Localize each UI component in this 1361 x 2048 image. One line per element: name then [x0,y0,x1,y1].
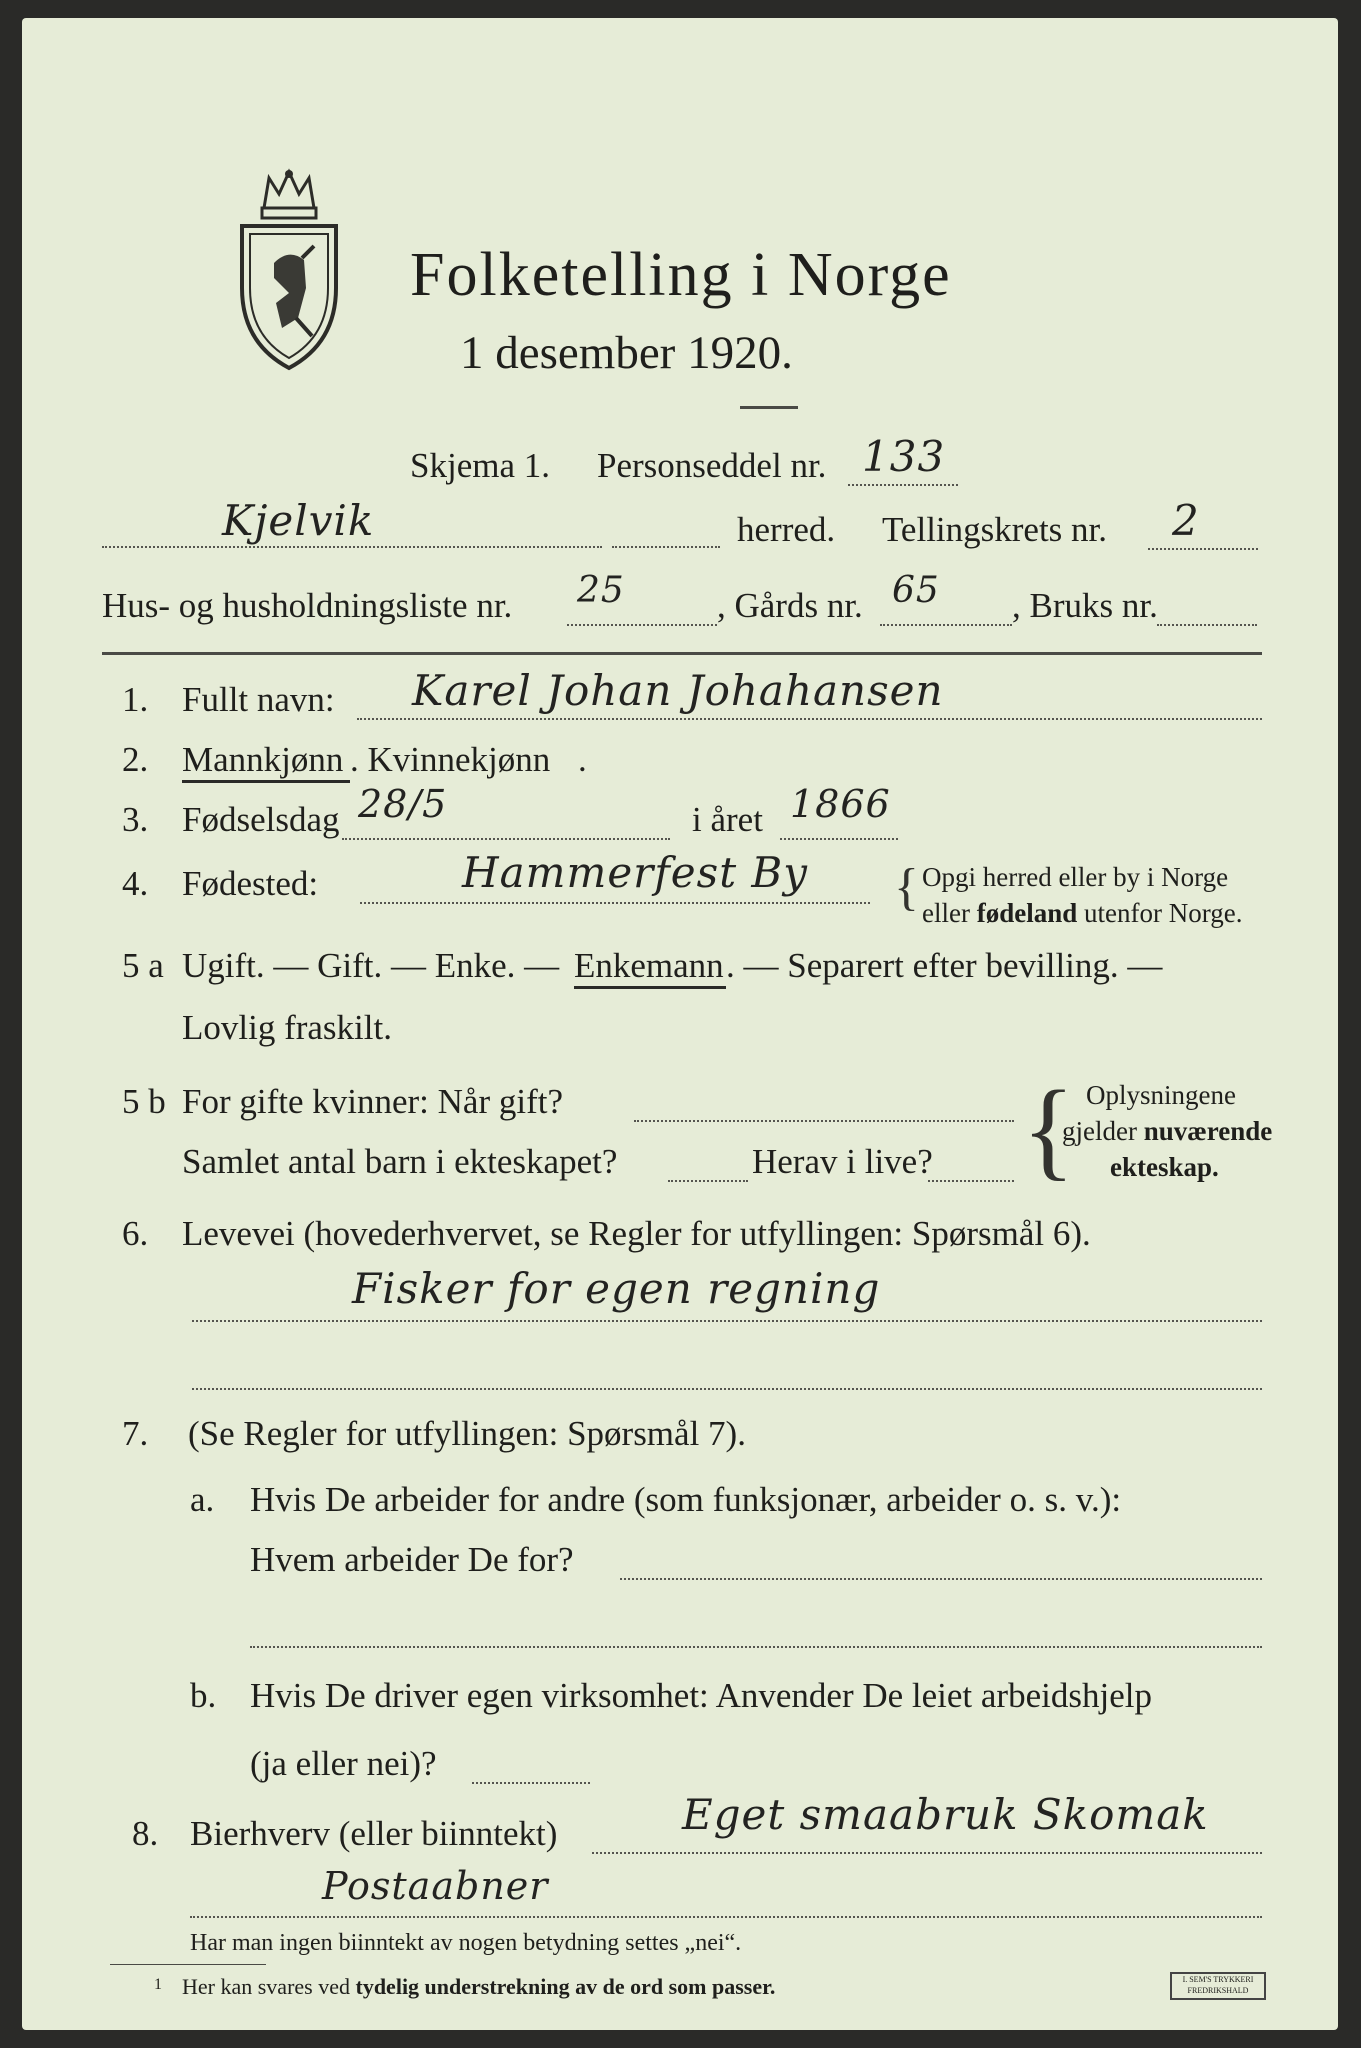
q5b-note-1: Oplysningene [1086,1080,1236,1110]
coat-of-arms-icon [234,168,344,373]
form-date: 1 desember 1920. [460,327,793,379]
tellingskrets-value[interactable]: 2 [1172,496,1200,545]
q6-value[interactable]: Fisker for egen regning [352,1264,881,1313]
q7a-letter: a. [190,1480,215,1519]
q5b-brace: { [1022,1068,1075,1190]
hus-value[interactable]: 25 [577,570,625,611]
q1-number: 1. [122,680,149,719]
q7b-label-2: (ja eller nei)? [250,1744,437,1783]
q3-value[interactable]: 28/5 [358,782,448,826]
q7b-label: Hvis De driver egen virksomhet: Anvender De leiet arbeidshjelp [250,1676,1152,1715]
q2-end: . [578,740,587,779]
header-rule [102,652,1262,655]
q8-number: 8. [132,1814,159,1853]
q8-line-2 [190,1916,1262,1918]
q5a-enkemann-underline [574,986,726,989]
q5a-number: 5 a [122,946,164,985]
q1-value[interactable]: Karel Johan Johahansen [412,666,944,715]
q5a-enkemann-option[interactable]: Enkemann [574,946,724,985]
q4-note-line-2: eller fødeland utenfor Norge. [922,898,1243,928]
tellingskrets-label: Tellingskrets nr. [882,510,1108,549]
personseddel-label: Personseddel nr. [597,446,827,485]
q5b-married-line [634,1120,1014,1122]
census-form-sheet [22,18,1338,2030]
q8-line-1 [592,1852,1262,1854]
q5a-options-3[interactable]: Lovlig fraskilt. [182,1008,392,1047]
q6-number: 6. [122,1214,149,1253]
q5b-married-label: For gifte kvinner: Når gift? [182,1082,564,1121]
q7-number: 7. [122,1414,149,1453]
personseddel-line [848,484,958,486]
herred-value[interactable]: Kjelvik [222,496,375,545]
q4-brace: { [894,859,919,916]
q7a-label: Hvis De arbeider for andre (som funksjonær, arbeider o. s. v.): [250,1480,1122,1519]
q1-label: Fullt navn: [182,680,335,719]
q3-year-value[interactable]: 1866 [790,782,891,826]
q7a-line-1 [620,1578,1262,1580]
q5b-children-label: Samlet antal barn i ekteskapet? [182,1142,618,1181]
q5b-note-3: ekteskap. [1110,1152,1219,1182]
personseddel-value[interactable]: 133 [862,432,946,481]
gards-label: , Gårds nr. [717,586,863,625]
q6-line-2 [192,1388,1262,1390]
q2-male-underline [182,780,350,783]
q7-label: (Se Regler for utfyllingen: Spørsmål 7). [188,1414,746,1453]
q5a-options-1[interactable]: Ugift. — Gift. — Enke. — [182,946,560,985]
bruks-line [1157,624,1257,626]
q5b-alive-line [928,1180,1014,1182]
q4-note-line-1: Opgi herred eller by i Norge [922,862,1229,892]
q2-female-option[interactable]: . Kvinnekjønn [350,740,551,779]
bruks-label: , Bruks nr. [1012,586,1158,625]
form-title: Folketelling i Norge [410,241,952,309]
q3-year-label: i året [692,800,763,839]
q3-line [342,838,670,840]
q5b-number: 5 b [122,1082,166,1121]
skjema-label: Skjema 1. [410,446,550,485]
footer-note: Har man ingen biinntekt av nogen betydning settes „nei“. [190,1930,742,1956]
q4-label: Fødested: [182,864,319,903]
q3-year-line [780,838,898,840]
q4-value[interactable]: Hammerfest By [462,848,809,897]
title-divider [740,406,798,409]
q8-label: Bierhverv (eller biinntekt) [190,1814,558,1853]
gards-line [880,624,1012,626]
footnote-marker: 1 [154,1976,162,1993]
q6-label: Levevei (hovederhvervet, se Regler for utfyllingen: Spørsmål 6). [182,1214,1091,1253]
q3-label: Fødselsdag [182,800,340,839]
herred-line-2 [612,546,720,548]
footnote-text: Her kan svares ved tydelig understrekning av de ord som passer. [182,1974,776,1999]
q5a-options-2[interactable]: . — Separert efter bevilling. — [726,946,1163,985]
q7b-letter: b. [190,1676,217,1715]
q8-value-1[interactable]: Eget smaabruk Skomak [682,1790,1209,1839]
herred-line [102,546,602,548]
q5b-alive-label: Herav i live? [752,1142,933,1181]
printer-stamp: I. SEM'S TRYKKERI FREDRIKSHALD [1170,1972,1266,2000]
hus-label: Hus- og husholdningsliste nr. [102,586,513,625]
q1-line [357,718,1262,720]
q4-number: 4. [122,864,149,903]
q5b-children-line [668,1180,748,1182]
q8-value-2[interactable]: Postaabner [322,1864,549,1908]
q3-number: 3. [122,800,149,839]
gards-value[interactable]: 65 [892,570,940,611]
herred-label: herred. [737,510,836,549]
tellingskrets-line [1148,548,1258,550]
hus-line [567,624,717,626]
q6-line-1 [192,1320,1262,1322]
q2-number: 2. [122,740,149,779]
q7a-line-2 [250,1646,1262,1648]
q5b-note-2: gjelder nuværende [1062,1116,1273,1146]
q7b-line [472,1782,590,1784]
footnote-rule [110,1964,266,1965]
q4-line [360,902,870,904]
q7a-label-2: Hvem arbeider De for? [250,1540,574,1579]
q2-male-option[interactable]: Mannkjønn [182,740,344,779]
